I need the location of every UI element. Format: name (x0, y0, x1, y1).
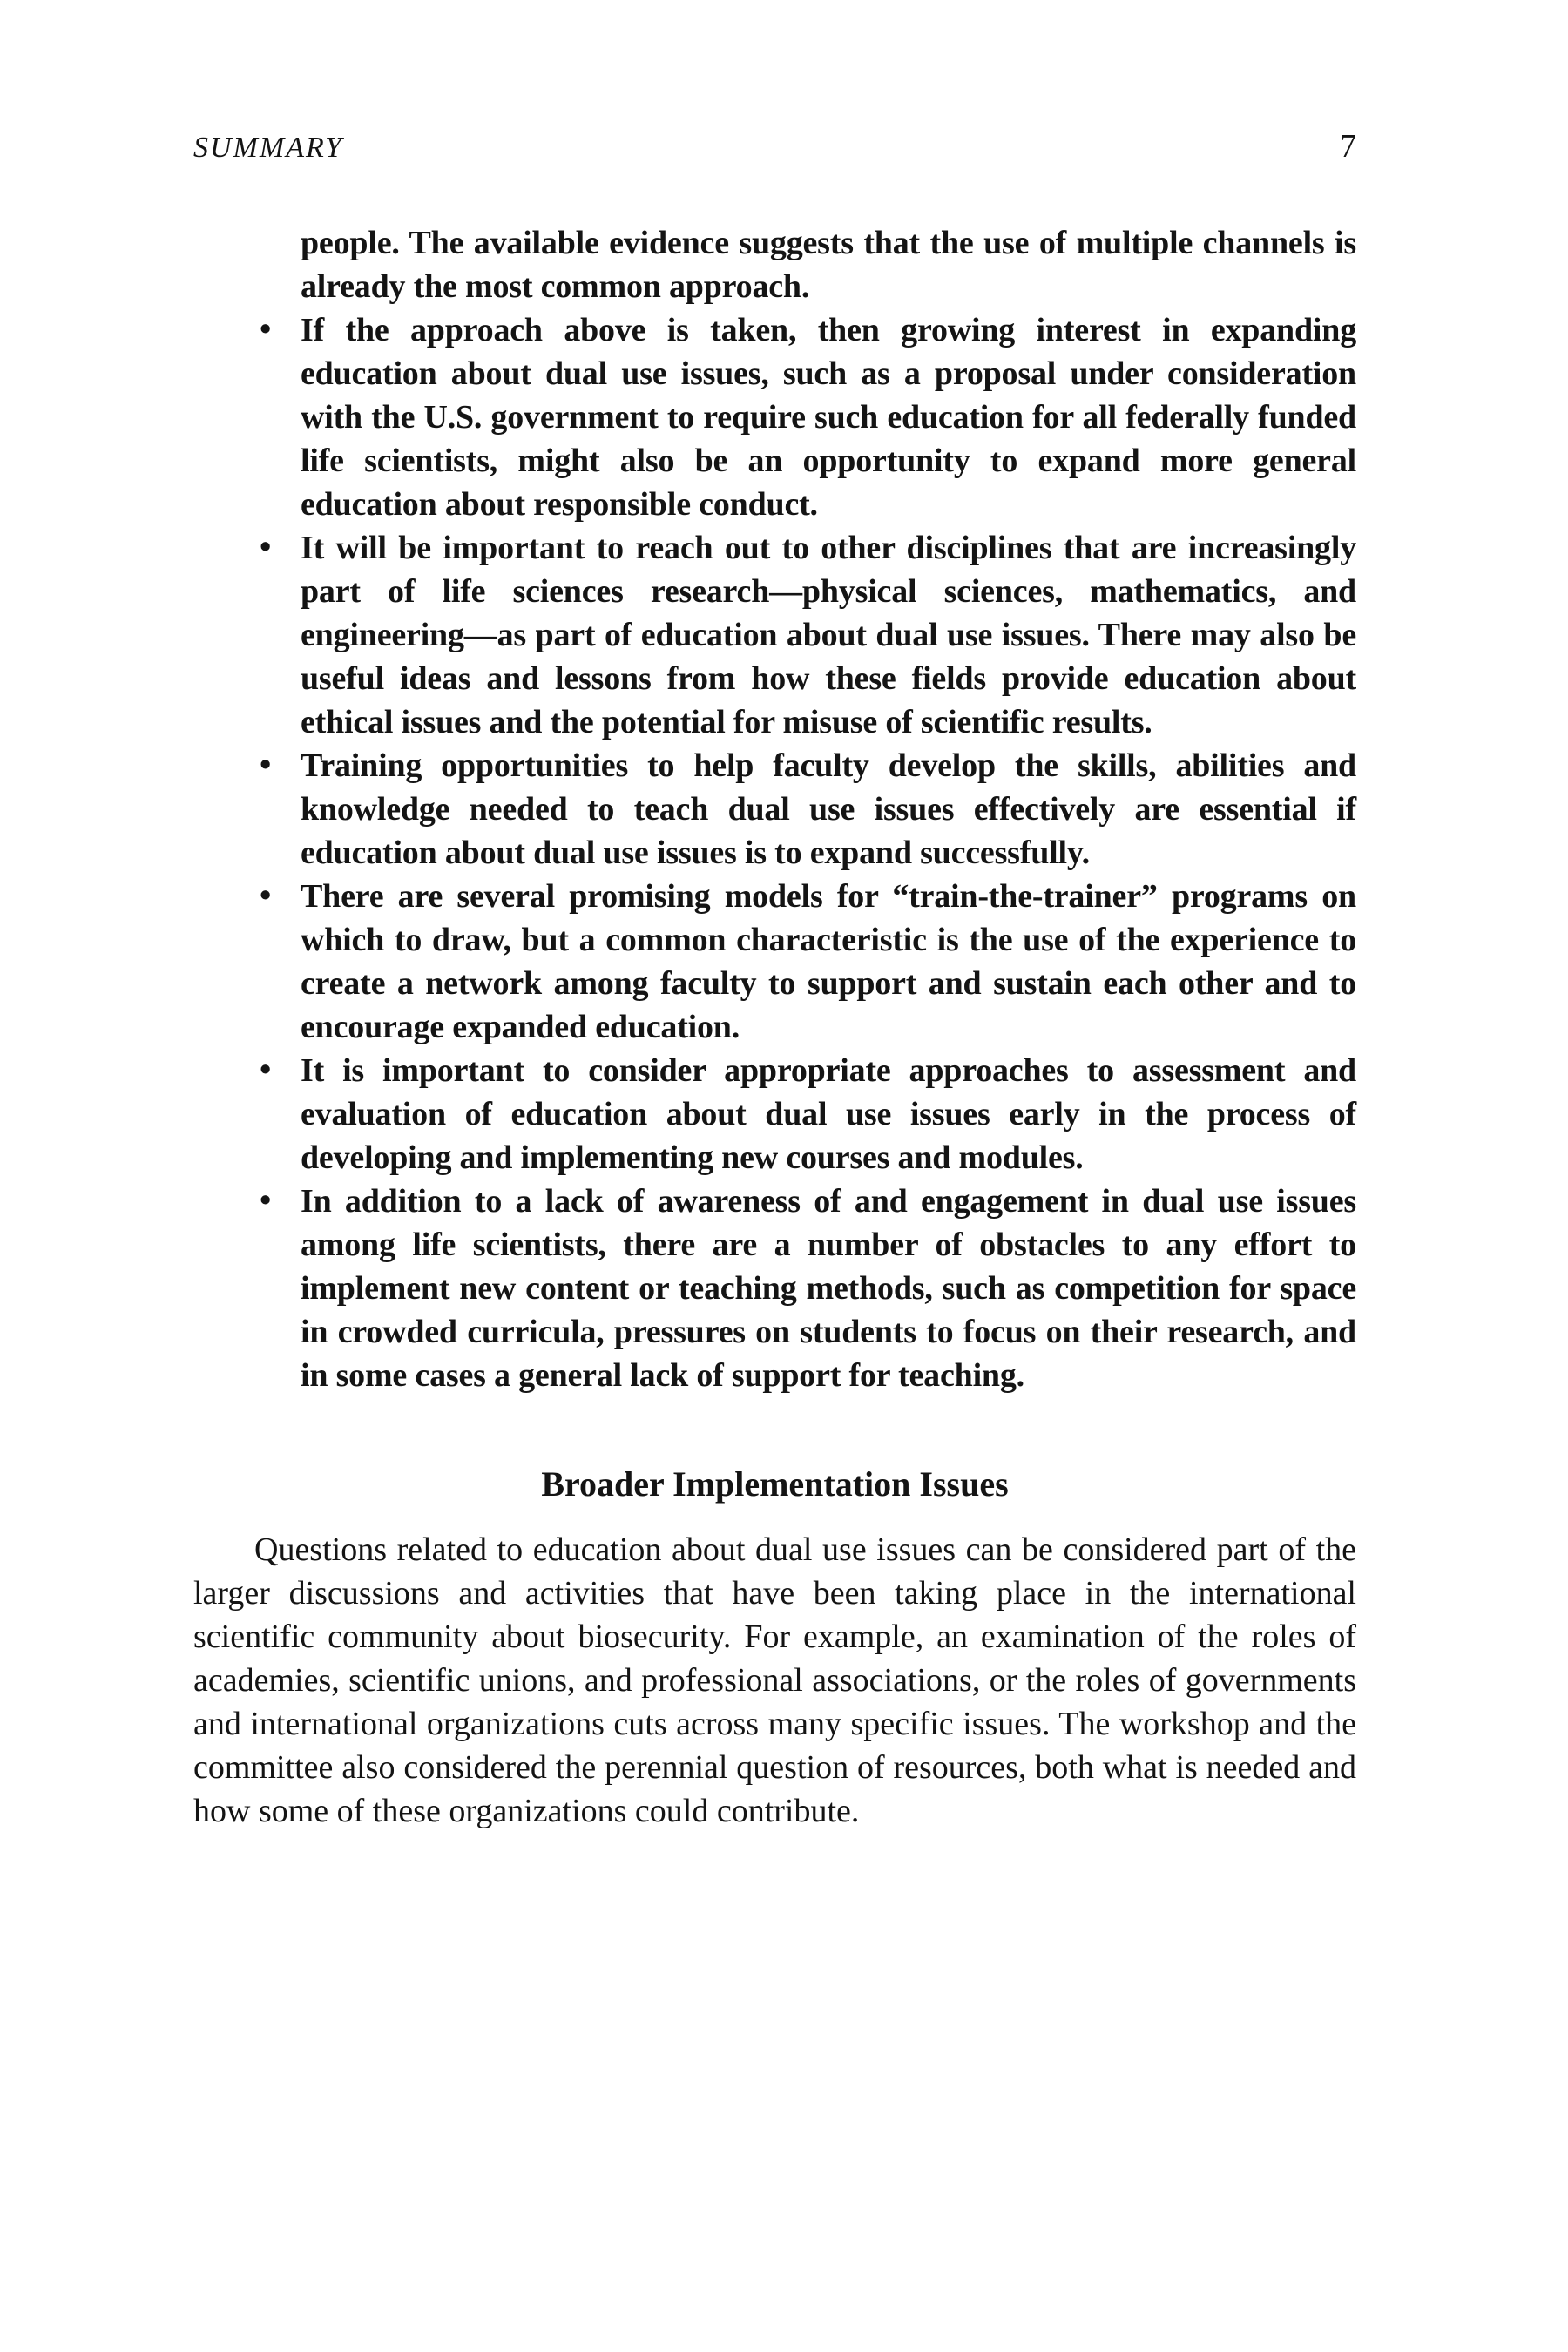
page-content (193, 221, 1356, 1833)
bullet-text: It will be important to reach out to other disciplines that are increasingly part of life sciences research—physical sciences, mathematics, and engineering—as part of education about dual use issues. There may also be useful ideas and lessons from how these fields provide education about ethical issues and the potential for misuse of scientific results. (301, 530, 1356, 740)
bullet-icon: • (260, 1051, 272, 1088)
bullet-icon: • (260, 311, 272, 348)
running-title: SUMMARY (193, 132, 344, 164)
bullet-item (193, 1049, 1356, 1179)
bullet-item (193, 308, 1356, 526)
body-paragraph: Questions related to education about dual use issues can be considered part of the larger discussions and activities that have been taking place in the international scientific community about biosecurity. For example, an examination of the roles of academies, scientific unions, and professional associations, or the roles of governments and international organizations cuts across many specific issues. The workshop and the committee also considered the perennial question of resources, both what is needed and how some of these organizations could contribute. (193, 1531, 1356, 1829)
bullet-text: There are several promising models for “train-the-trainer” programs on which to draw, but a common characteristic is the use of the experience to create a network among faculty to support and sustain each other and to encourage expanded education. (301, 878, 1356, 1045)
bullet-text: It is important to consider appropriate approaches to assessment and evaluation of education about dual use issues early in the process of developing and implementing new courses and modules. (301, 1052, 1356, 1176)
bullet-text: If the approach above is taken, then growing interest in expanding education about dual use issues, such as a proposal under consideration with the U.S. government to require such education for all federally funded life scientists, might also be an opportunity to expand more general education about responsible conduct. (301, 312, 1356, 523)
continued-paragraph: people. The available evidence suggests that the use of multiple channels is already the most common approach. (301, 225, 1356, 305)
bullet-item (193, 1179, 1356, 1397)
bullet-text: In addition to a lack of awareness of and engagement in dual use issues among life scientists, there are a number of obstacles to any effort to implement new content or teaching methods, such as competition for space in crowded curricula, pressures on students to focus on their research, and in some cases a general lack of support for teaching. (301, 1183, 1356, 1394)
bullet-item (193, 744, 1356, 875)
bullet-icon: • (260, 747, 272, 783)
bullet-text: Training opportunities to help faculty develop the skills, abilities and knowledge needed to teach dual use issues effectively are essential if education about dual use issues is to expand successfully. (301, 747, 1356, 871)
bullet-icon: • (260, 1182, 272, 1219)
bullet-list (193, 308, 1356, 1397)
section-heading: Broader Implementation Issues (541, 1464, 1009, 1504)
bullet-item (193, 526, 1356, 744)
bullet-icon: • (260, 529, 272, 565)
bullet-item (193, 875, 1356, 1049)
bullet-icon: • (260, 877, 272, 914)
page-header (193, 127, 1356, 166)
page-number: 7 (1340, 128, 1356, 165)
